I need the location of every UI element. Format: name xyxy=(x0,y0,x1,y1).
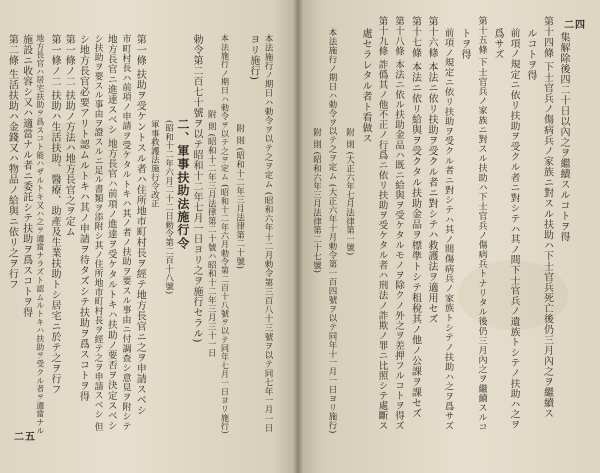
text-column: 附 則 (昭和六年三月法律第二十七號) xyxy=(311,128,322,274)
text-column: 爲サズ xyxy=(492,28,503,60)
left-page xyxy=(0,0,298,473)
text-column: 軍事救護法施行令改正 xyxy=(149,120,160,208)
text-column: 第十六條 本法ニ依リ扶助ヲ受クル者ニ對シテハ救護法ヲ適用セズ xyxy=(426,16,437,325)
text-column: 第十七條 本法ニ依リ給與ヲ受クタル扶助金品ヲ標準トシテ租稅其ノ他ノ公課ヲ課セズ xyxy=(409,16,421,419)
text-column: (昭和十二年六月二十二日勅令第二百十八號) xyxy=(163,120,174,295)
text-column: 二、軍事扶助法施行令 xyxy=(175,118,190,250)
text-column: 第十五條 下士官兵ノ家族ニ對スル扶助ハ下士官兵ノ傷病兵トナリタル後仍三月內之ヲ繼續スルコ xyxy=(476,16,487,432)
text-column: 第十九條 詐僞其ノ他不正ノ行爲ニ依リ扶助ヲ受ケタル者ハ刑法ノ詐欺ノ罪ニ比照シテ處斷ス xyxy=(376,16,388,431)
text-column: シ地方長官必要アリト認ムルトキハ其ノ申請ヲ待タズシテ扶助ヲ爲スコトヲ得 xyxy=(77,34,89,402)
text-column: 第一條ノ二 扶助ハ生活扶助、醫療、助產及生業扶助トシ居宅ニ於テ之ヲ行フ xyxy=(49,34,60,395)
text-column: 前項ノ規定ニ依リ扶助ヲ受クル者ニ對シテハ其ノ間傷病兵ノ家族トシテノ扶助ハ之ヲ爲サズ xyxy=(442,28,454,431)
text-column: 第一條ノ二 扶助ノ方法ハ地方長官之ヲ定ム xyxy=(63,34,75,238)
text-column: 本法施行ノ期日ハ勅令ヲ以テ之ヲ定ム (大正六年十月勅令第一百四號ヲ以テ同年十一月一日ヨリ施行) xyxy=(328,28,338,434)
text-column: 市町村長ハ前項ノ申請ヲ受ケタルトキハ其ノ者ノ扶助ヲ要スル事由ニ付調查シ意見ヲ附シテ xyxy=(120,34,131,431)
text-column: 附 則 (昭和十二年三月法律第二十號ハ昭和十二年三月三十一日 xyxy=(206,110,217,358)
text-column: 附 則 (大正六年七月法律第一號) xyxy=(344,128,355,256)
text-column: 地方長官ニ進達スベシ 地方長官ハ前項ノ進達ヲ受ケタルトキハ扶助ノ要否ヲ決定スベシ xyxy=(105,34,117,431)
text-column: 第十八條 本法ニ依ル扶助金品ハ既ニ給與ヲ受ケタルモノヲ除クノ外之ヲ差押フルコトヲ得ズ xyxy=(393,16,404,431)
text-column: ルコトヲ得 xyxy=(525,28,536,81)
book-gutter xyxy=(293,0,303,473)
text-column: 第十四條 下士官兵ノ傷病兵ノ家族ニ對スル扶助ハ下士官兵死亡後仍三月內之ヲ繼續ス xyxy=(541,16,553,419)
text-column: 勅令第二百七十號ヲ以テ昭和十二年七月一日ヨリ之ヲ施行セラル) xyxy=(191,34,202,343)
text-column: 本法施行ノ期日ハ勅令ヲ以テ之ヲ定ム (昭和六年十二月勅令第三百八十三號ヲ以テ同七年一月一日 xyxy=(263,34,273,433)
text-column: 地方長官ハ居宅扶助ヲ爲スコト能ハザルトキ又ハ之ヲ適當ナラズト認ムルトキハ扶助ヲ受クル者ヲ適當ナル xyxy=(35,34,45,435)
page-number-right: 二四 xyxy=(564,20,586,31)
text-column: 施設ニ收容シ又ハ適當ナル者ニ委託シテ扶助ヲ爲スコトヲ得 xyxy=(20,34,32,318)
text-column: 第一條 扶助ヲ受ケントスル者ハ住所地市町村長ヲ經テ地方長官ニ之ヲ申請スベシ xyxy=(134,34,146,416)
text-column: 附 則 (昭和十二年三月法律第二十號) xyxy=(234,124,245,270)
right-page xyxy=(298,0,600,473)
text-column: 本法施行ノ期日ハ勅令ヲ以テ之ヲ定ム (昭和十二年六月勅令第二百十八號ヲ以テ同年七月一日ヨリ施行) xyxy=(220,34,231,435)
text-column: 處セラレタル者ト看做ス xyxy=(360,28,371,144)
text-column: 前項ノ規定ニ依リ扶助ヲ受クル者ニ對シテハ其ノ間下士官兵ノ遺族トシテノ扶助ハ之ヲ xyxy=(508,28,520,430)
text-column: トヲ得 xyxy=(459,28,470,60)
text-column: シ扶助ヲ要スル事由ヲ證スルニ足ル書類ヲ添附シ其ノ住所地市町村長ヲ經テ之ヲ申請スベシ 但 xyxy=(92,34,103,432)
text-column: 集解除後四二十日以內之ヲ繼續スルコトヲ得 xyxy=(558,32,569,242)
text-column: 第二條 生活扶助ハ金錢又ハ物品ノ給與ニ依リ之ヲ行フ xyxy=(6,34,18,290)
text-column: ヨリ施行) xyxy=(247,34,259,81)
page-number-left: 二五 xyxy=(14,432,36,443)
